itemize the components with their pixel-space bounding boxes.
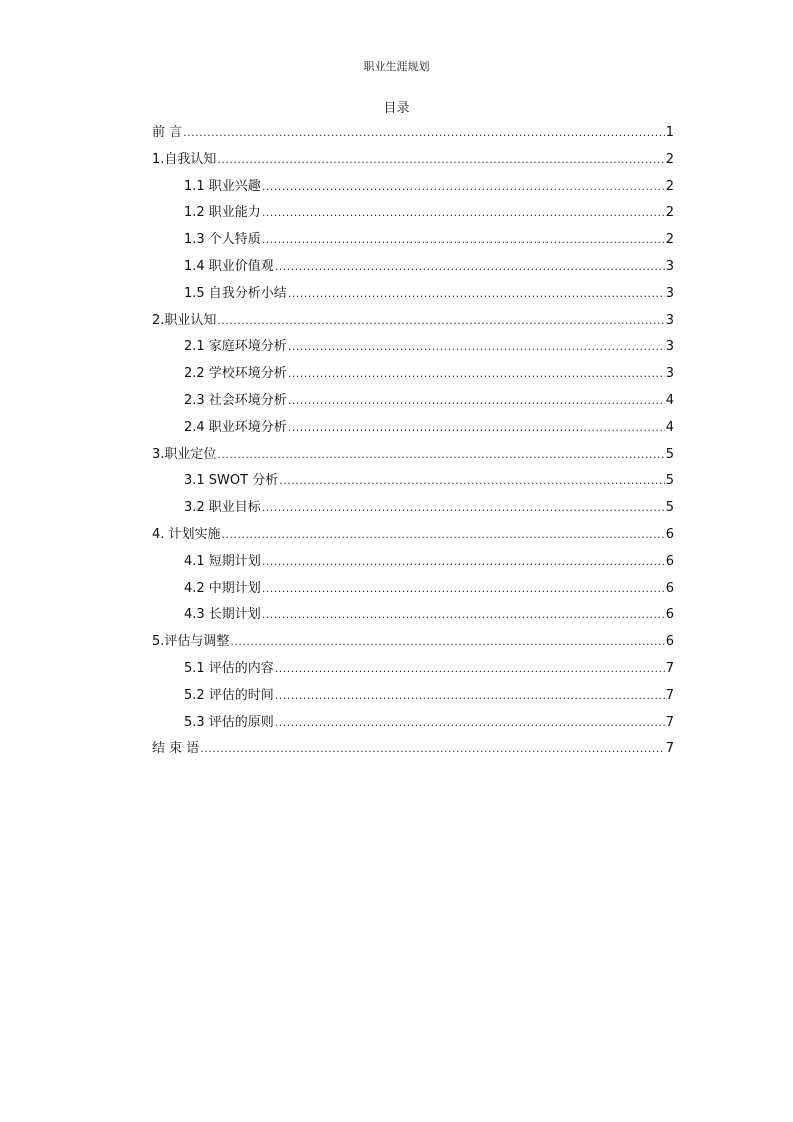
- toc-entry[interactable]: [152, 683, 674, 710]
- toc-dot-leader: [217, 147, 664, 174]
- toc-entry-label: 1.自我认知: [152, 151, 217, 167]
- toc-dot-leader: [222, 522, 665, 549]
- toc-entry-page: 5: [665, 473, 674, 489]
- toc-entry-label: 1.3 个人特质: [184, 232, 261, 248]
- toc-entry[interactable]: [152, 281, 674, 308]
- toc-entry-label: 5.1 评估的内容: [184, 660, 274, 676]
- toc-entry-label: 2.1 家庭环境分析: [184, 339, 287, 355]
- toc-title: 目录: [383, 101, 410, 116]
- toc-dot-leader: [275, 254, 665, 281]
- toc-entry-page: 4: [665, 419, 674, 435]
- toc-entry[interactable]: [152, 361, 674, 388]
- toc-dot-leader: [262, 576, 665, 603]
- toc-entry-label: 3.2 职业目标: [184, 500, 261, 516]
- table-of-contents: [152, 120, 674, 763]
- toc-entry[interactable]: [152, 200, 674, 227]
- toc-entry-page: 5: [665, 500, 674, 516]
- running-header: 职业生涯规划: [363, 60, 430, 73]
- toc-entry-label: 5.评估与调整: [152, 634, 230, 650]
- toc-entry-page: 2: [665, 205, 674, 221]
- toc-entry-page: 7: [665, 741, 674, 757]
- toc-entry-page: 7: [665, 660, 674, 676]
- toc-dot-leader: [262, 174, 665, 201]
- toc-entry-page: 5: [665, 446, 674, 462]
- toc-dot-leader: [262, 227, 665, 254]
- toc-entry-page: 6: [665, 526, 674, 542]
- toc-entry-page: 4: [665, 392, 674, 408]
- toc-entry-label: 2.2 学校环境分析: [184, 366, 287, 382]
- toc-dot-leader: [262, 602, 665, 629]
- toc-entry[interactable]: [152, 388, 674, 415]
- toc-dot-leader: [288, 361, 665, 388]
- toc-entry[interactable]: [152, 415, 674, 442]
- toc-dot-leader: [262, 495, 665, 522]
- toc-entry-label: 2.3 社会环境分析: [184, 392, 287, 408]
- toc-entry-label: 3.职业定位: [152, 446, 217, 462]
- toc-dot-leader: [217, 308, 664, 335]
- toc-entry[interactable]: [152, 120, 674, 147]
- toc-dot-leader: [275, 710, 665, 737]
- toc-dot-leader: [288, 334, 665, 361]
- toc-entry-label: 4.3 长期计划: [184, 607, 261, 623]
- toc-entry[interactable]: [152, 468, 674, 495]
- toc-dot-leader: [288, 415, 665, 442]
- toc-entry[interactable]: [152, 602, 674, 629]
- toc-entry-label: 结 束 语: [152, 741, 200, 757]
- toc-entry-label: 5.3 评估的原则: [184, 714, 274, 730]
- toc-dot-leader: [183, 120, 665, 147]
- toc-entry[interactable]: [152, 710, 674, 737]
- toc-entry-page: 6: [665, 634, 674, 650]
- toc-entry-label: 4. 计划实施: [152, 526, 221, 542]
- toc-dot-leader: [230, 629, 664, 656]
- toc-entry[interactable]: [152, 495, 674, 522]
- toc-entry-page: 6: [665, 553, 674, 569]
- toc-entry-label: 前 言: [152, 125, 183, 140]
- toc-entry-label: 1.5 自我分析小结: [184, 285, 287, 301]
- toc-entry[interactable]: [152, 576, 674, 603]
- toc-entry-page: 3: [665, 339, 674, 355]
- toc-entry-label: 1.2 职业能力: [184, 205, 261, 221]
- toc-entry[interactable]: [152, 227, 674, 254]
- toc-entry-page: 1: [665, 125, 674, 140]
- toc-entry-page: 3: [665, 312, 674, 328]
- toc-entry-page: 3: [665, 258, 674, 274]
- toc-entry-label: 3.1 SWOT 分析: [184, 473, 279, 489]
- toc-entry[interactable]: [152, 442, 674, 469]
- toc-entry-label: 2.职业认知: [152, 312, 217, 328]
- toc-entry-label: 4.1 短期计划: [184, 553, 261, 569]
- toc-entry-page: 3: [665, 366, 674, 382]
- toc-dot-leader: [200, 736, 664, 763]
- toc-entry-page: 2: [665, 232, 674, 248]
- toc-entry[interactable]: [152, 736, 674, 763]
- toc-dot-leader: [262, 549, 665, 576]
- toc-entry[interactable]: [152, 308, 674, 335]
- toc-entry-label: 1.4 职业价值观: [184, 258, 274, 274]
- toc-entry[interactable]: [152, 549, 674, 576]
- toc-entry-label: 5.2 评估的时间: [184, 687, 274, 703]
- toc-dot-leader: [275, 656, 665, 683]
- toc-dot-leader: [217, 442, 664, 469]
- toc-entry[interactable]: [152, 656, 674, 683]
- toc-entry-page: 6: [665, 607, 674, 623]
- toc-entry-page: 6: [665, 580, 674, 596]
- toc-entry[interactable]: [152, 334, 674, 361]
- toc-entry-page: 3: [665, 285, 674, 301]
- toc-dot-leader: [279, 468, 665, 495]
- toc-entry[interactable]: [152, 174, 674, 201]
- toc-dot-leader: [275, 683, 665, 710]
- toc-entry[interactable]: [152, 147, 674, 174]
- toc-dot-leader: [288, 388, 665, 415]
- toc-entry-page: 2: [665, 151, 674, 167]
- toc-entry-label: 4.2 中期计划: [184, 580, 261, 596]
- toc-dot-leader: [288, 281, 665, 308]
- toc-entry-page: 7: [665, 687, 674, 703]
- toc-dot-leader: [262, 200, 665, 227]
- toc-entry-label: 2.4 职业环境分析: [184, 419, 287, 435]
- toc-entry[interactable]: [152, 254, 674, 281]
- toc-entry-page: 2: [665, 178, 674, 194]
- toc-entry[interactable]: [152, 629, 674, 656]
- toc-entry[interactable]: [152, 522, 674, 549]
- toc-entry-page: 7: [665, 714, 674, 730]
- toc-entry-label: 1.1 职业兴趣: [184, 178, 261, 194]
